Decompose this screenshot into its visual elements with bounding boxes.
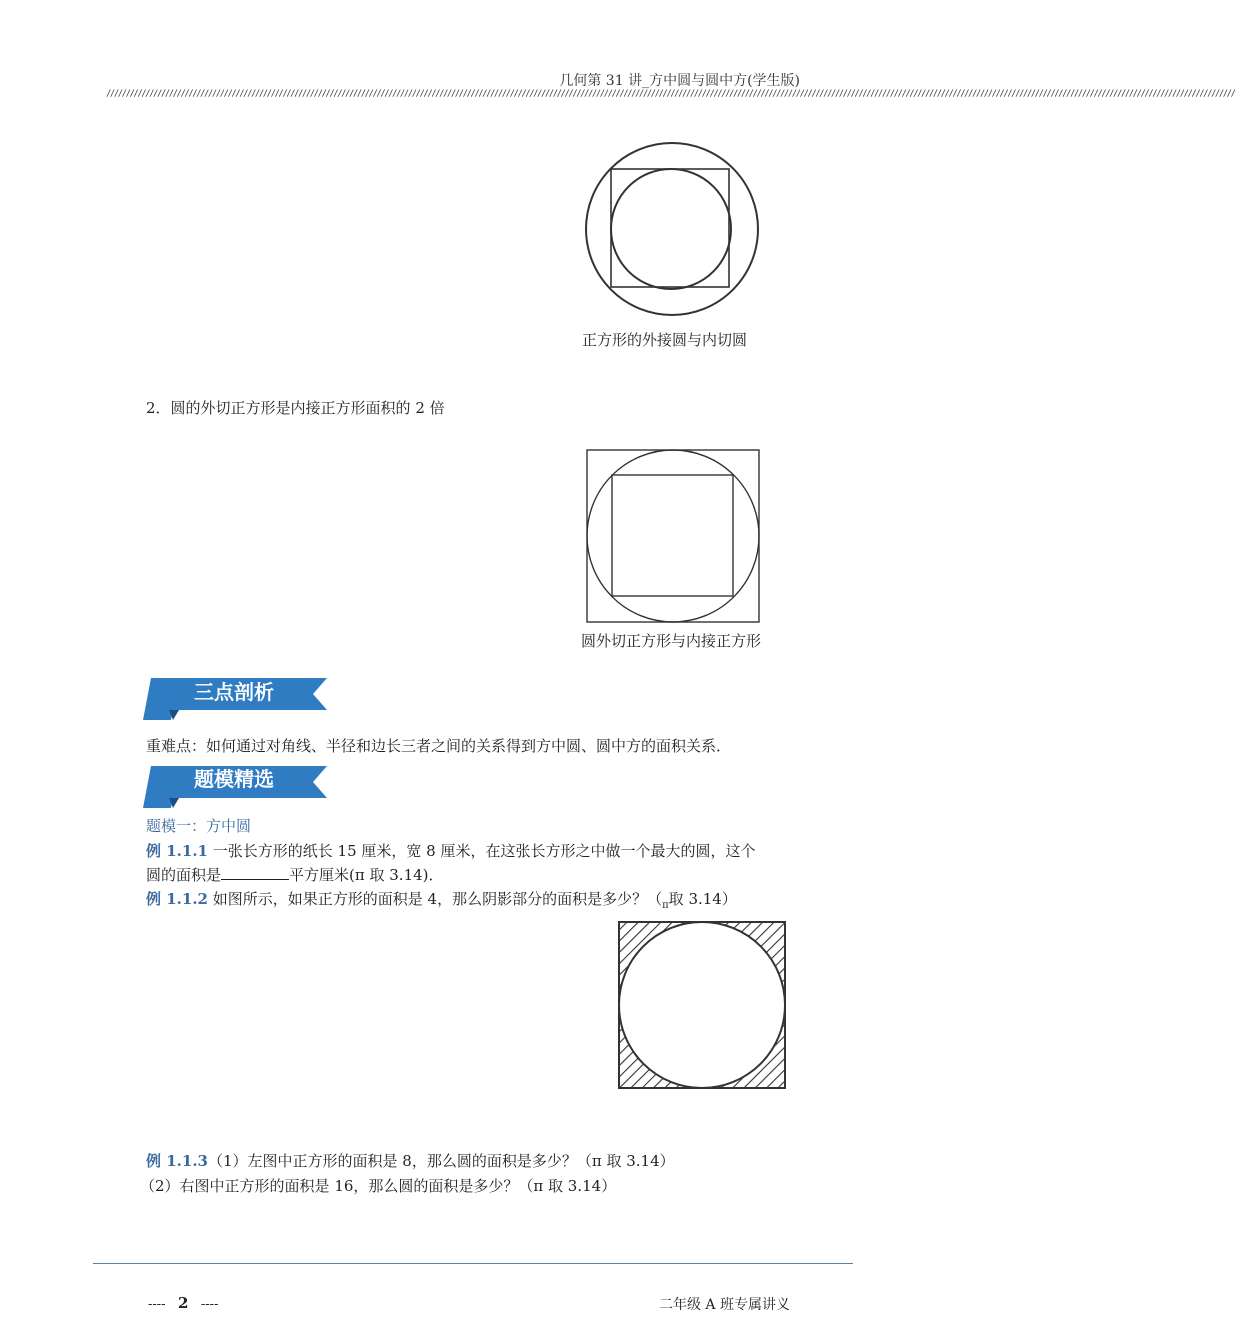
pi-symbol: π: [662, 900, 669, 911]
page-dash-left: ----: [148, 1297, 166, 1312]
example-1-1-1-text-line2b: 平方厘米(π 取 3.14)．: [289, 866, 444, 884]
figure-square-with-circles: [583, 140, 763, 320]
page-number: [148, 1294, 218, 1312]
figure-shaded-square-circle: [617, 920, 789, 1092]
example-1-1-1: [146, 839, 755, 863]
banner-key-points-label: 三点剖析: [194, 680, 274, 704]
page-dash-right: ----: [200, 1297, 219, 1312]
figure-circle-with-squares: [586, 449, 762, 625]
example-1-1-2-text-a: 如图所示，如果正方形的面积是 4，那么阴影部分的面积是多少？（: [212, 890, 663, 908]
point-2-text: 2．圆的外切正方形是内接正方形面积的 2 倍: [146, 399, 445, 417]
example-1-1-3-label: 例 1.1.3: [146, 1152, 208, 1170]
inscribed-circle: [611, 169, 731, 289]
example-1-1-2-text-b: 取 3.14）: [668, 890, 737, 908]
example-1-1-1-text-line1: 一张长方形的纸长 15 厘米，宽 8 厘米，在这张长方形之中做一个最大的圆，这个: [212, 842, 756, 860]
example-1-1-3-text-line1: （1）左图中正方形的面积是 8，那么圆的面积是多少？（π 取 3.14）: [207, 1152, 675, 1170]
example-1-1-1-text-line2a: 圆的面积是: [146, 866, 222, 884]
footer-rule: [93, 1263, 853, 1264]
page-header-title: 几何第 31 讲_方中圆与圆中方(学生版): [559, 73, 800, 89]
figure2-caption: 圆外切正方形与内接正方形: [581, 632, 762, 650]
model-1-heading: 题模一：方中圆: [146, 817, 252, 835]
banner-problems-label: 题模精选: [194, 767, 274, 791]
inner-square: [612, 475, 733, 596]
page-number-value: 2: [177, 1294, 189, 1312]
header-slash-rule: ////////////////////////////////////////////////////////////////////////////////////////////////////////////////////////////////////////////////////////////////////////////////////////////////////////////////////////////////////////////////////////////////////////////////////////////////: [106, 89, 1235, 99]
white-circle: [619, 922, 785, 1088]
key-points-text: 重难点：如何通过对角线、半径和边长三者之间的关系得到方中圆、圆中方的面积关系．: [146, 737, 732, 755]
example-1-1-2: [146, 887, 737, 918]
example-1-1-3: [146, 1149, 675, 1173]
figure1-caption: 正方形的外接圆与内切圆: [582, 331, 748, 349]
example-1-1-2-label: 例 1.1.2: [146, 890, 208, 908]
answer-blank: [221, 865, 289, 880]
example-1-1-1-line2: [146, 863, 444, 887]
footer-class-label: 二年级 A 班专属讲义: [658, 1297, 790, 1313]
example-1-1-3-line2: （2）右图中正方形的面积是 16，那么圆的面积是多少？（π 取 3.14）: [140, 1177, 617, 1195]
example-1-1-1-label: 例 1.1.1: [146, 842, 208, 860]
